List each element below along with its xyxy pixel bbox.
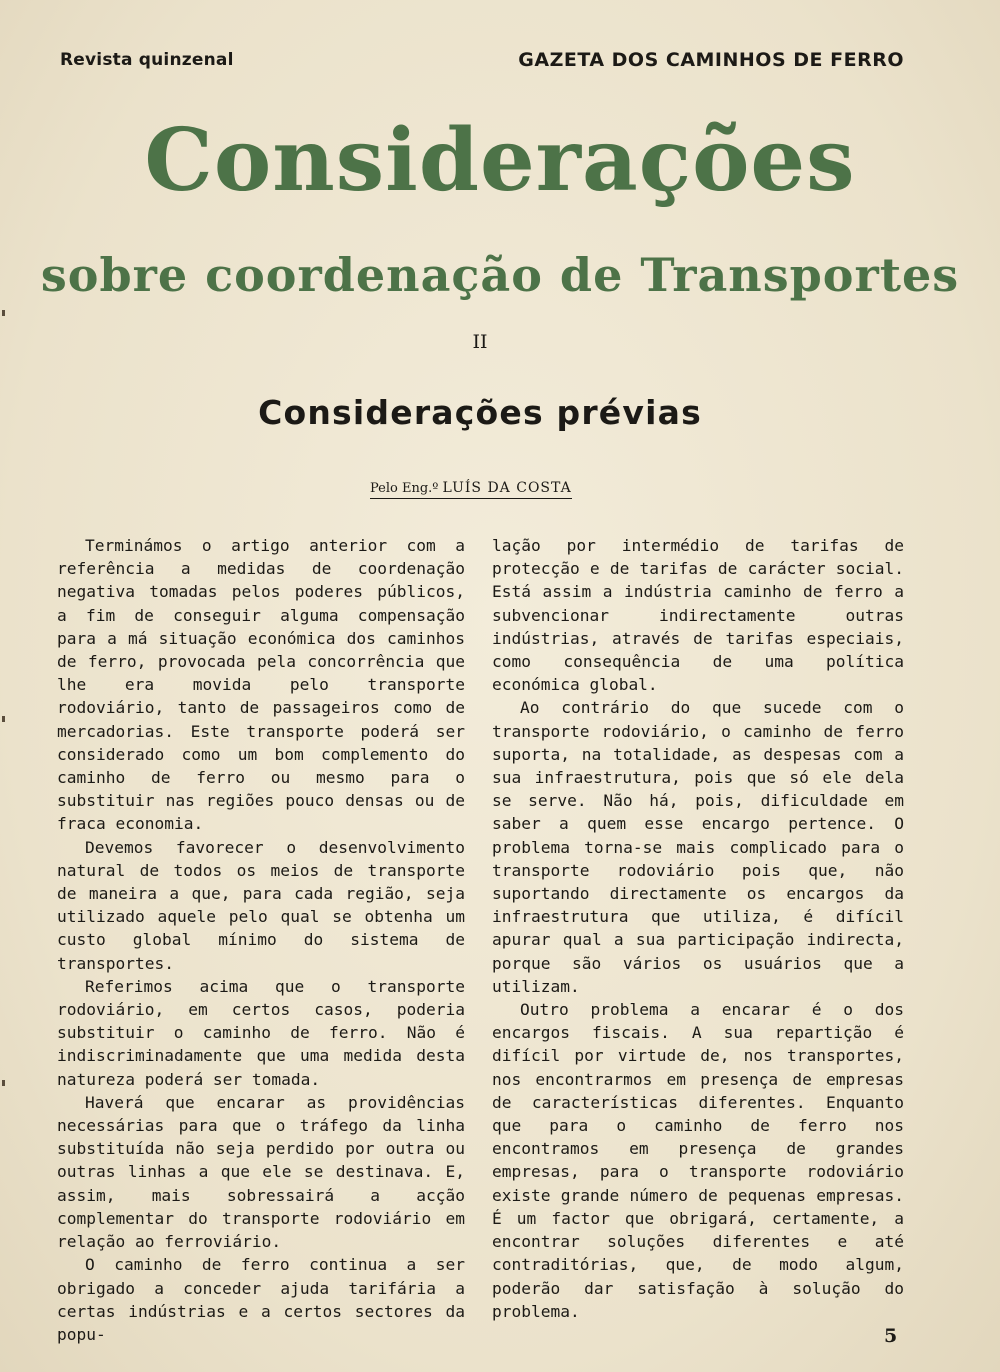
article-title: Considerações [144,110,856,211]
paragraph: O caminho de ferro continua a ser obrigado a conceder ajuda tarifária a certas indústrias e a certos sectores da popu- [57,1255,465,1344]
byline [370,480,572,499]
paragraph: Devemos favorecer o desenvolvimento natural de todos os meios de transporte de maneira a que, para cada região, seja utilizado aquele pelo qual se obtenha um custo global mínimo do sistema de transportes. [57,837,465,973]
running-header-right: GAZETA DOS CAMINHOS DE FERRO [518,49,904,71]
paragraph: Ao contrário do que sucede com o transporte rodoviário, o caminho de ferro suporta, na totalidade, as despesas com a sua infraestrutura, pois que só ele dela se serve. Não há, pois, dificuldade em saber a quem esse encargo pertence. O problema torna-se mais complicado para o transporte rodoviário pois que, não suportando directamente os encargos da infraestrutura que utiliza, é difícil apurar qual a sua participação indirecta, porque são vários os usuários que a utilizam. [492,698,904,996]
page-number: 5 [884,1325,898,1347]
section-title: Considerações prévias [258,393,702,432]
page-edge-mark [2,310,5,316]
text-column-right [492,534,904,1323]
paragraph: Outro problema a encarar é o dos encargos fiscais. A sua repartição é difícil por virtude de, nos transportes, nos encontrarmos em presença de empresas de características diferentes. Enquanto que para o caminho de ferro nos encontramos em presença de grandes empresas, para o transporte rodoviário existe grande número de pequenas empresas. É um factor que obrigará, certamente, a encontrar soluções diferentes e até contraditórias, que, de modo algum, poderão dar satisfação à solução do problema. [492,1000,904,1321]
author-name: LUÍS DA COSTA [442,480,572,496]
part-number: II [472,331,488,353]
byline-prefix: Pelo Eng.º [370,481,439,496]
running-header-left: Revista quinzenal [60,50,234,70]
page-edge-mark [2,1080,5,1086]
paragraph: lação por intermédio de tarifas de protecção e de tarifas de carácter social. Está assim a indústria caminho de ferro a subvencionar indirectamente outras indústrias, através de tarifas especiais, como consequência de uma política económica global. [492,536,904,695]
paragraph: Referimos acima que o transporte rodoviário, em certos casos, poderia substituir o caminho de ferro. Não é indiscriminadamente que uma medida desta natureza poderá ser tomada. [57,976,465,1089]
article-subtitle: sobre coordenação de Transportes [40,248,960,302]
paragraph: Haverá que encarar as providências necessárias para que o tráfego da linha substituída não seja perdido por outra ou outras linhas a que ele se destinava. E, assim, mais sobressairá a acção complementar do transporte rodoviário em relação ao ferroviário. [57,1092,465,1252]
paragraph: Terminámos o artigo anterior com a referência a medidas de coordenação negativa tomadas pelos poderes públicos, a fim de conseguir alguma compensação para a má situação económica dos caminhos de ferro, provocada pela concorrência que lhe era movida pelo transporte rodoviário, tanto de passageiros como de mercadorias. Este transporte poderá ser considerado como um bom complemento do caminho de ferro ou mesmo para o substituir nas regiões pouco densas ou de fraca economia. [57,536,465,834]
text-column-left [57,534,465,1346]
page-edge-mark [2,716,5,722]
